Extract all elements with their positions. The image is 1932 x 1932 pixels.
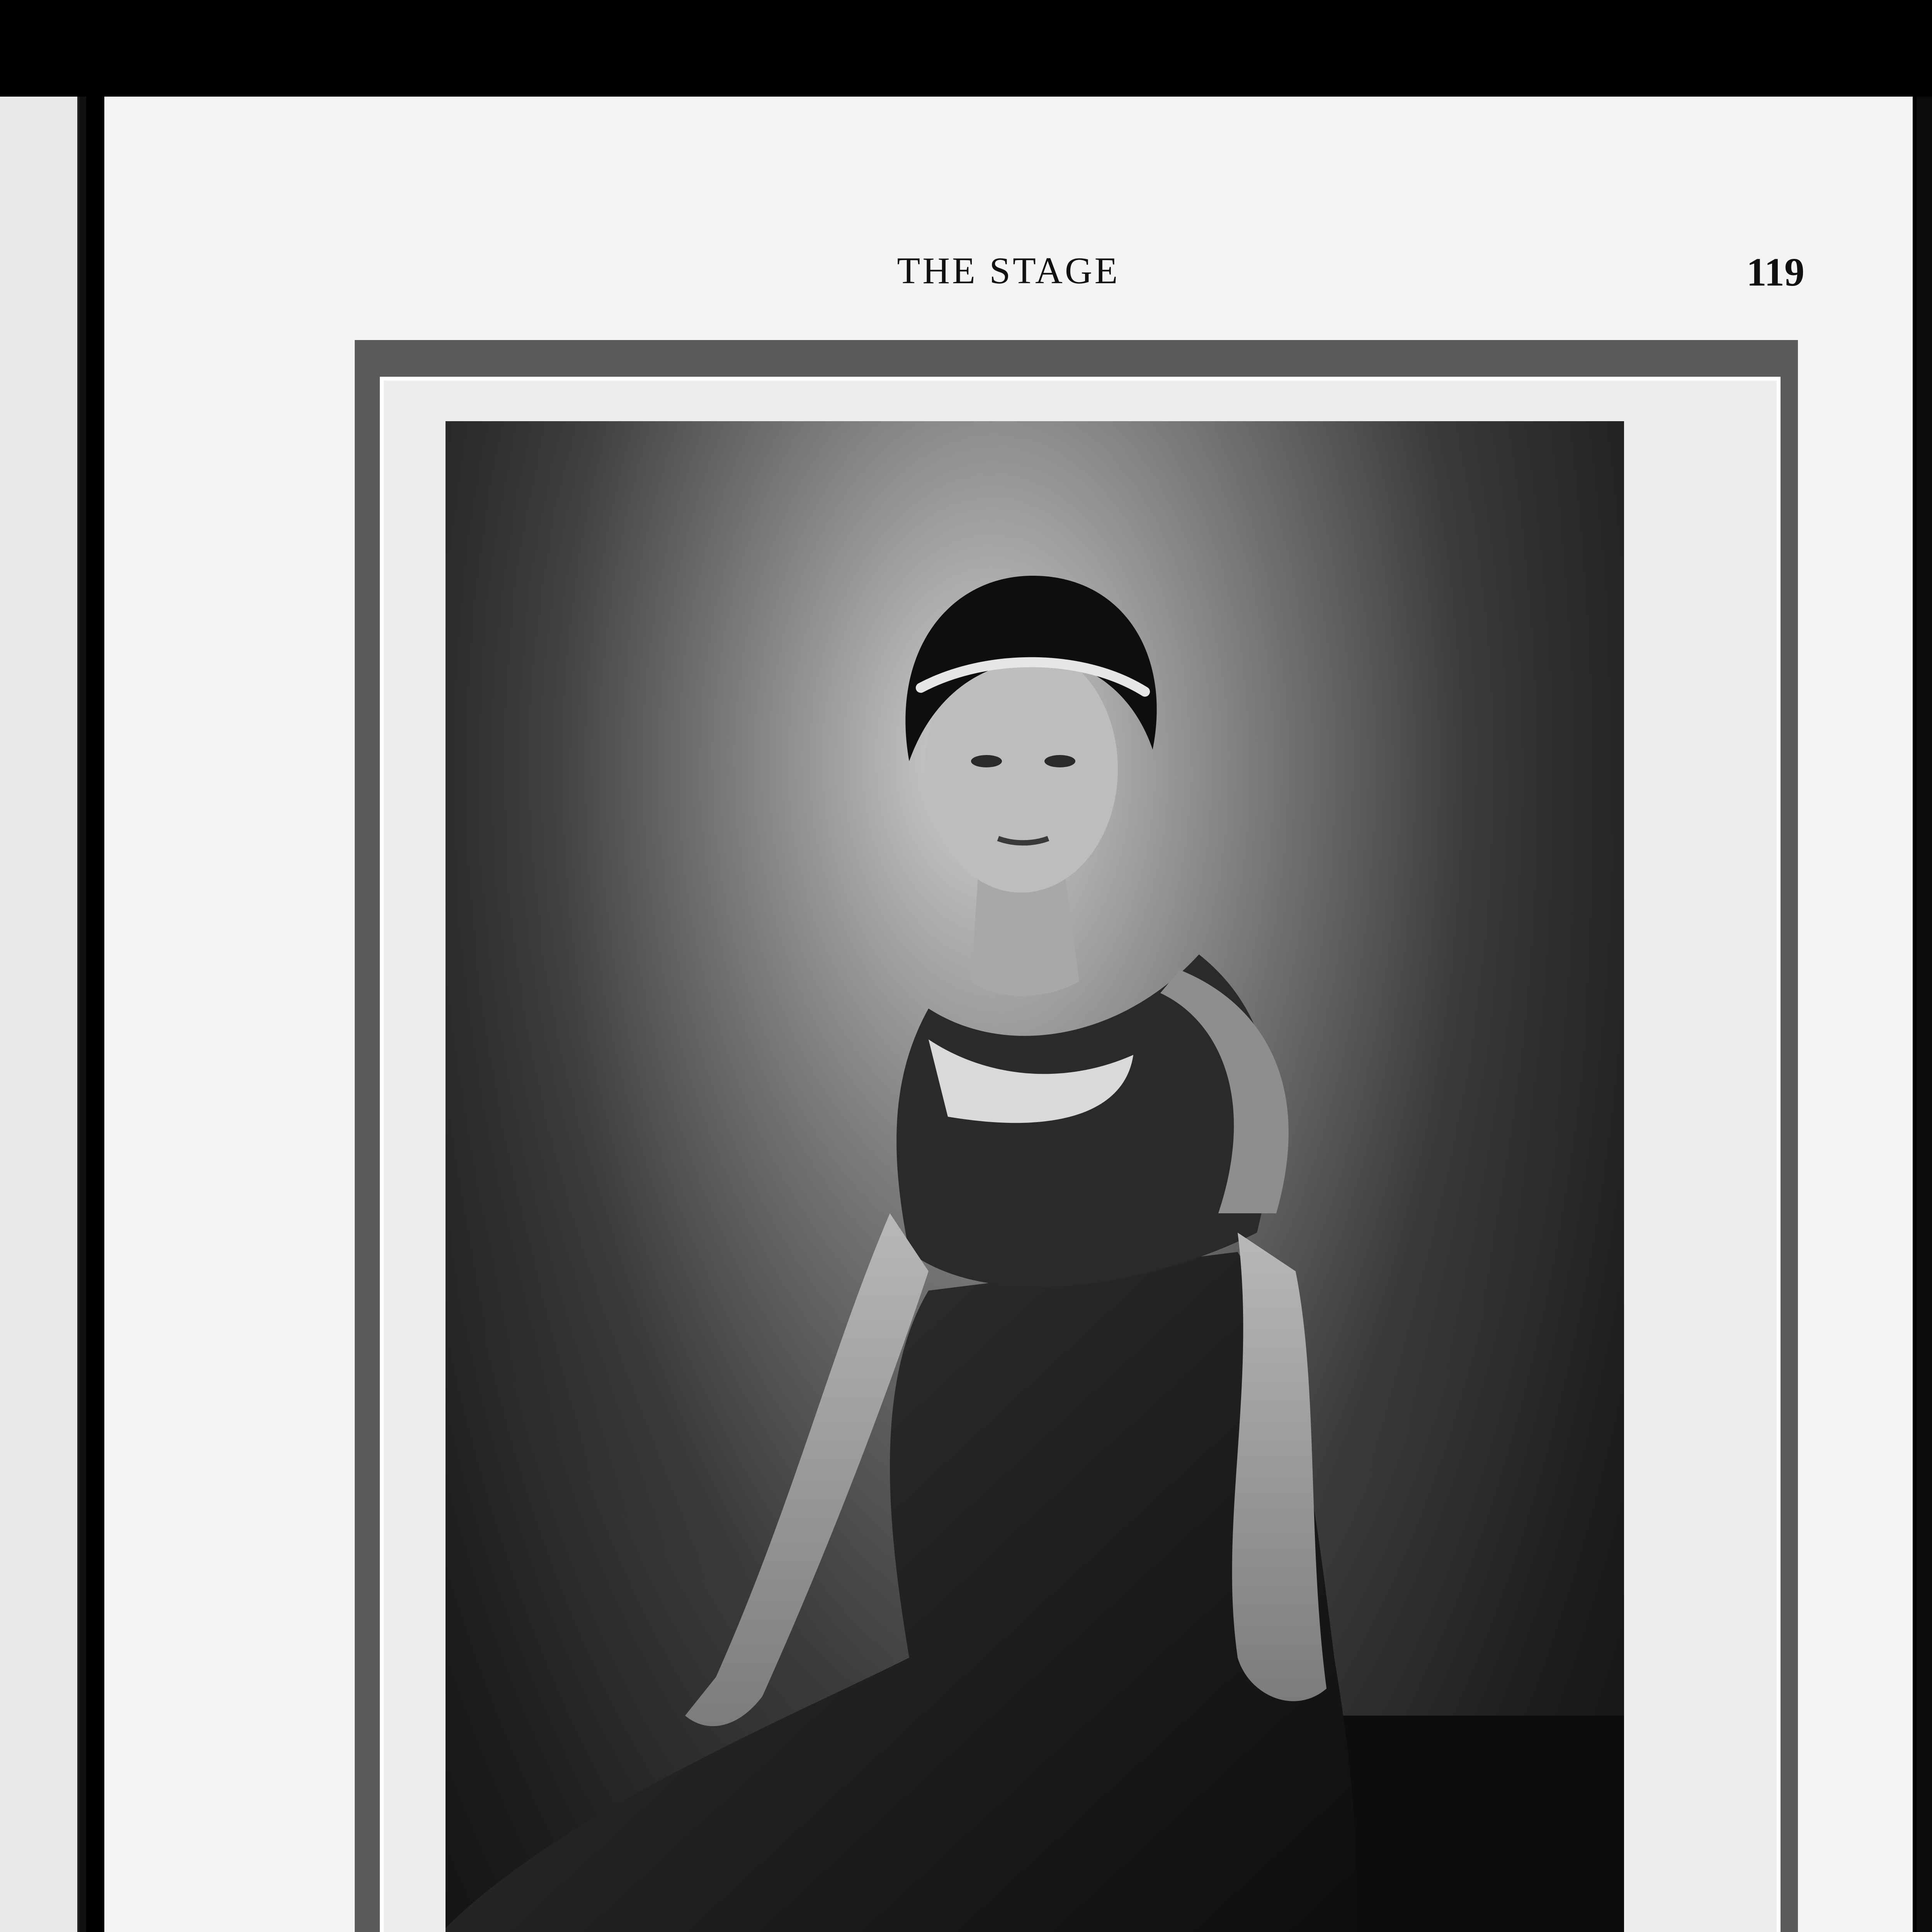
page-header — [104, 249, 1913, 307]
running-title: THE STAGE — [897, 250, 1120, 292]
portrait-photograph — [446, 421, 1624, 1932]
page-number: 119 — [1746, 250, 1804, 294]
portrait-figure-illustration — [446, 421, 1624, 1932]
page-right-edge — [1917, 97, 1932, 1932]
page-gutter — [79, 97, 86, 1932]
previous-page-edge — [0, 97, 81, 1932]
